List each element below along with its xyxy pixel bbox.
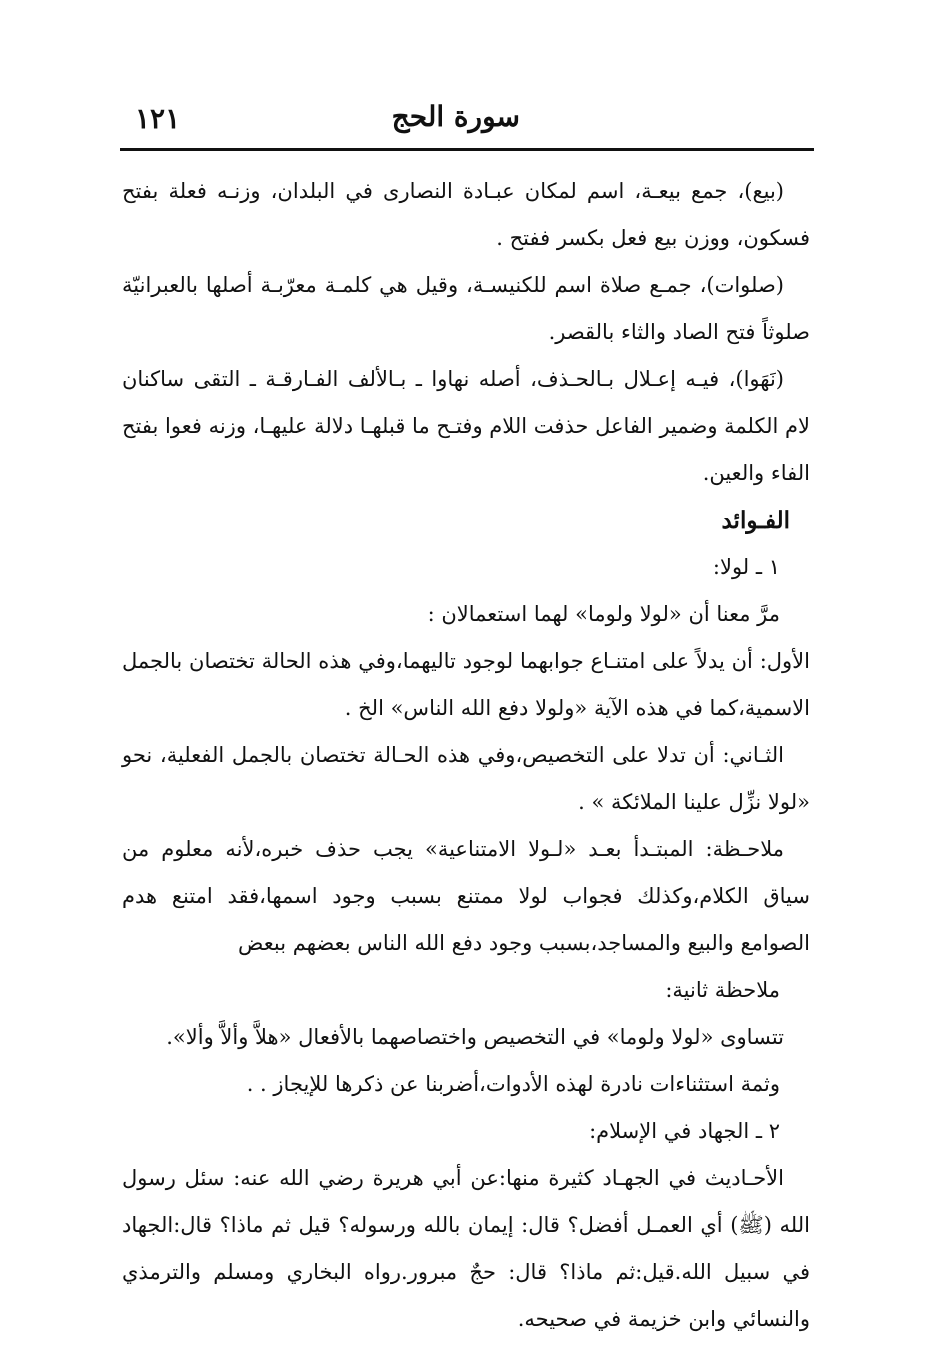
subheading-lawla: ١ ـ لولا: — [712, 555, 780, 579]
section-heading-fawaid: الفـوائد — [721, 507, 790, 534]
subheading-jihad: ٢ ـ الجهاد في الإسلام: — [589, 1119, 780, 1143]
paragraph-hadith: الأحـاديث في الجهـاد كثيرة منها:عن أبي هريرة رضي الله عنه: سئل رسول الله (ﷺ) أي العمـل أفضل؟ قال: إيمان بالله ورسوله؟ قيل ثم ماذا؟ قال:الجهاد في سبيل الله.قيل:ثم ماذا؟ قال: حجٌ مبرور.رواه البخاري ومسلم والترمذي والنسائي وابن خزيمة في صحيحه. — [122, 1166, 810, 1331]
paragraph-nahaw: (نَهَوا)، فيـه إعـلال بـالحـذف، أصله نهاوا ـ بـالألف الفـارقـة ـ التقى ساكنان لام الكلمة وضمير الفاعل حذفت اللام وفتـح ما قبلهـا دلالة عليهـا، وزنه فعوا بفتح الفاء والعين. — [122, 367, 810, 485]
paragraph-istithna: وثمة استثناءات نادرة لهذه الأدوات،أضربنا عن ذكرها للإيجاز . . — [246, 1072, 780, 1096]
paragraph-mulahaza-1: ملاحـظة: المبتـدأ بعـد «لـولا الامتناعية» يجب حذف خبره،لأنه معلوم من سياق الكلام،وكذلك فجواب لولا ممتنع بسبب وجود اسمها،فقد امتنع هدم الصوامع والبيع والمساجد،بسبب وجود دفع الله الناس بعضهم ببعض — [122, 837, 810, 955]
paragraph-biya: (بيع)، جمع بيعـة، اسم لمكان عبـادة النصارى في البلدان، وزنـه فعلة بفتح فسكون، ووزن بيع فعل بكسر ففتح . — [122, 179, 810, 250]
document-body — [122, 168, 810, 1343]
header-divider — [120, 148, 814, 151]
paragraph-awwal: الأول: أن يدلاً على امتنـاع جوابهما لوجود تاليهما،وفي هذه الحالة تختصان بالجمل الاسمية،كما في هذه الآية «ولولا دفع الله الناس» الخ . — [122, 649, 810, 720]
paragraph-lawla-intro: مرَّ معنا أن «لولا ولوما» لهما استعمالان : — [427, 602, 780, 626]
paragraph-salawat: (صلوات)، جمـع صلاة اسم للكنيسـة، وقيل هي كلمـة معرّبـة أصلها بالعبرانيّة صلوثاً فتح الصاد والثاء بالقصر. — [122, 273, 810, 344]
page-number: ١٢١ — [135, 102, 181, 135]
paragraph-thani: الثـاني: أن تدلا على التخصيص،وفي هذه الحـالة تختصان بالجمل الفعلية، نحو «لولا نزِّل علينا الملائكة » . — [122, 743, 810, 814]
page-header — [125, 100, 810, 144]
paragraph-mulahaza-2: تتساوى «لولا ولوما» في التخصيص واختصاصهما بالأفعال «هلاَّ وألاَّ وألا». — [166, 1025, 784, 1049]
subheading-mulahaza-2: ملاحظة ثانية: — [665, 978, 780, 1002]
surah-title: سورة الحج — [391, 100, 520, 133]
